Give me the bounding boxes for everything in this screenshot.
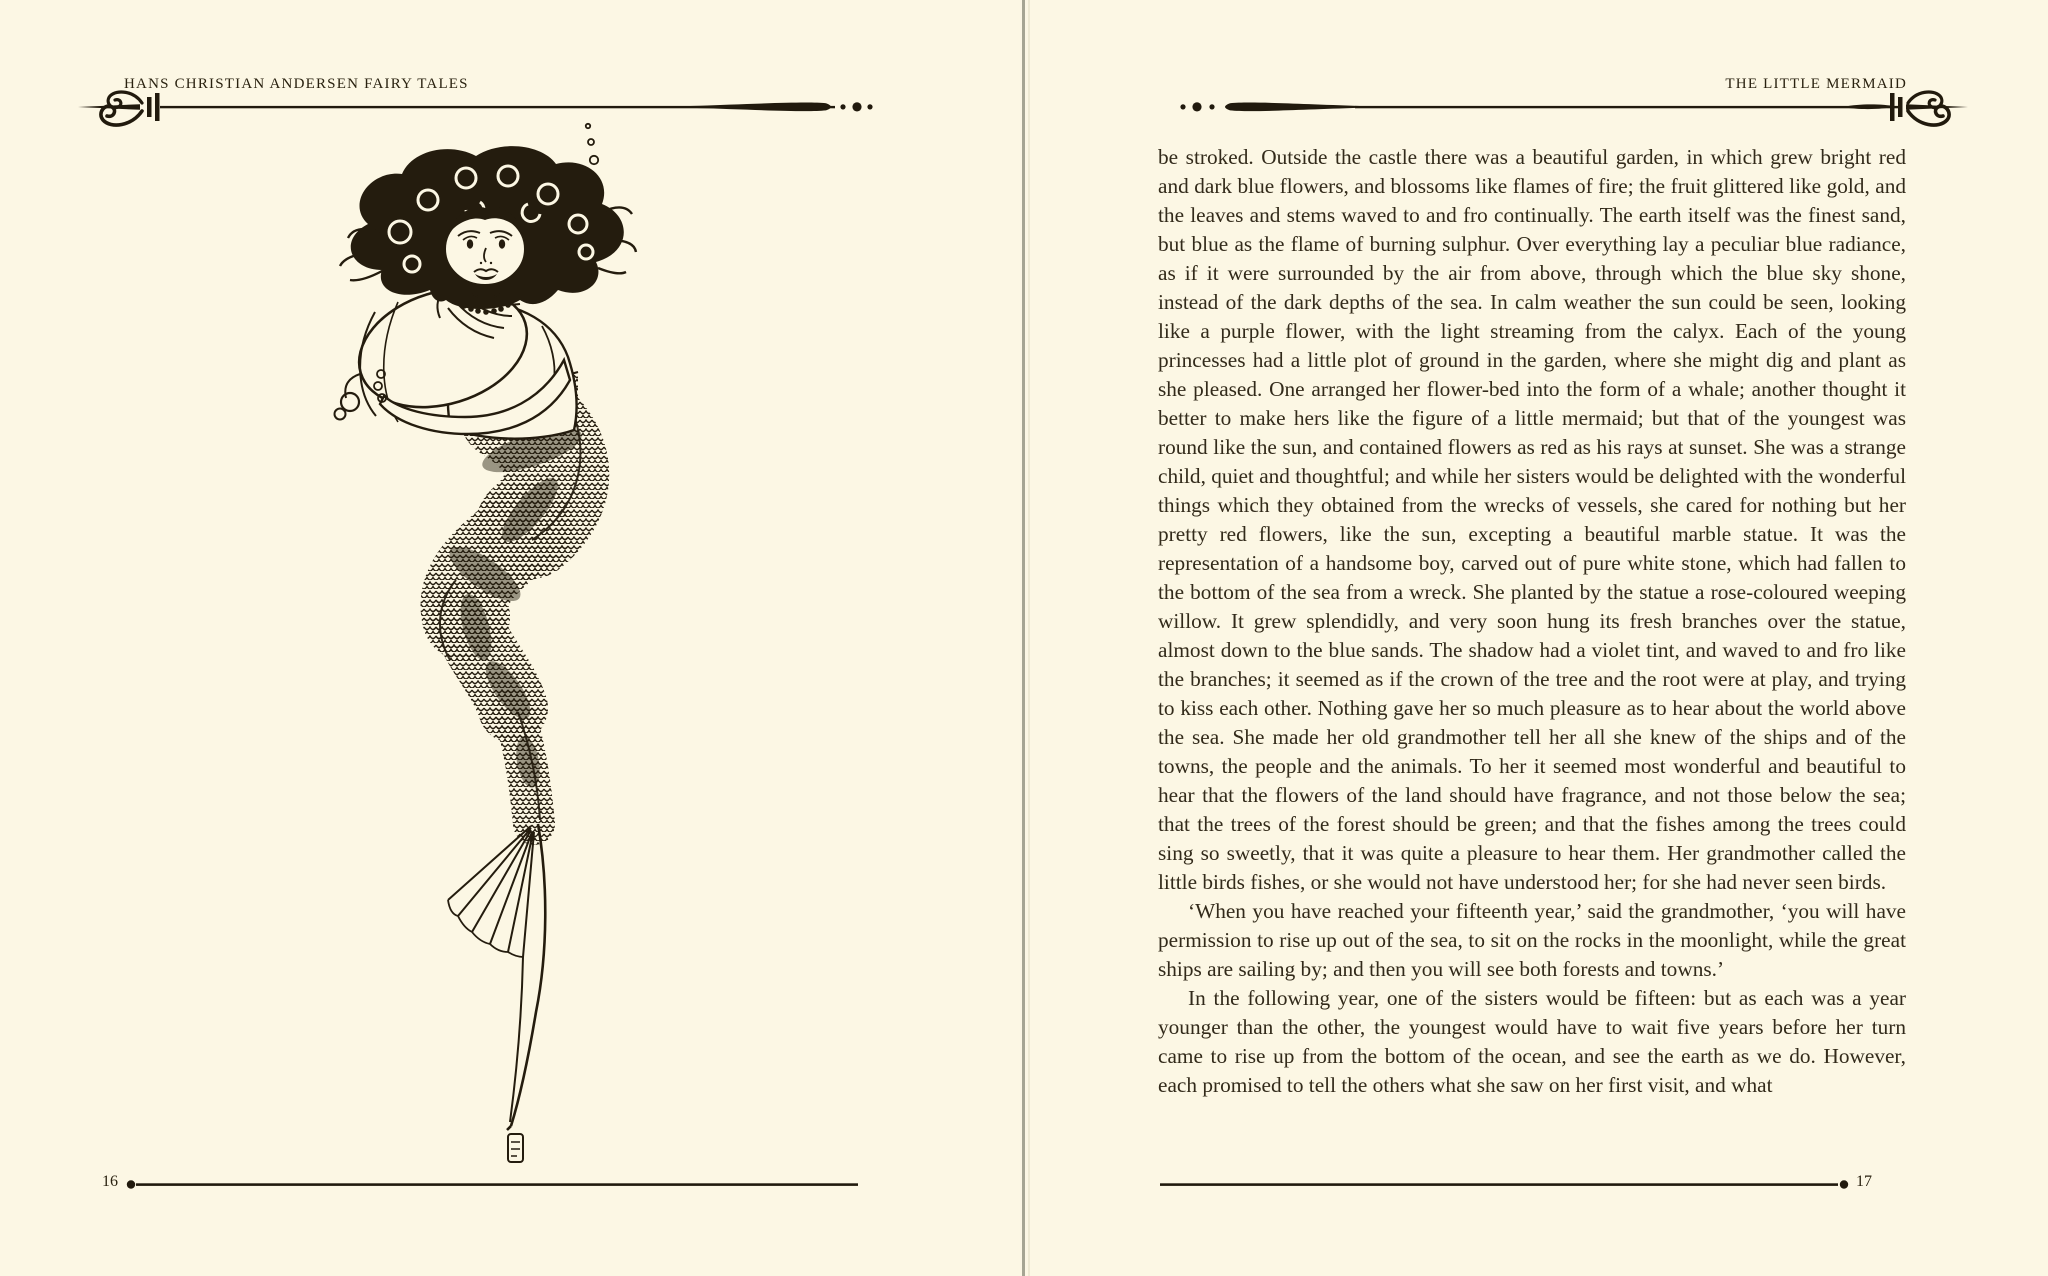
body-paragraph: ‘When you have reached your fifteenth year,’ said the grandmother, ‘you will have permission to rise up out of the sea, to sit on the rocks in the moonlight, while the great ships are sailing by; and then you will see both forests and towns.’ — [1158, 899, 1906, 981]
left-running-head: HANS CHRISTIAN ANDERSEN FAIRY TALES — [124, 76, 469, 92]
body-text-column — [1158, 143, 1906, 1100]
body-paragraph: In the following year, one of the sisters would be fifteen: but as each was a year younger than the other, the youngest would have to wait five years before her turn came to rise up from the bottom of the ocean, and see the earth as we do. However, each promised to tell the others what she saw on her first visit, and what — [1158, 986, 1906, 1097]
artist-monogram — [508, 1134, 523, 1162]
right-running-head: THE LITTLE MERMAID — [1725, 76, 1907, 92]
tail-fin — [448, 824, 545, 1130]
body-paragraph: be stroked. Outside the castle there was a beautiful garden, in which grew bright red and dark blue flowers, and blossoms like flames of fire; the fruit glittered like gold, and the leaves and stems waved to and fro continually. The earth itself was the finest sand, but blue as the flame of burning sulphur. Over everything lay a peculiar blue radiance, as if it were surrounded by the air from above, through which the blue sky shone, instead of the dark depths of the sea. In calm weather the sun could be seen, looking like a purple flower, with the light streaming from the calyx. Each of the young princesses had a little plot of ground in the garden, where she might dig and plant as she pleased. One arranged her flower-bed into the form of a whale; another thought it better to make hers like the figure of a little mermaid; but that of the youngest was round like the sun, and contained flowers as red as his rays at sunset. She was a strange child, quiet and thoughtful; and while her sisters would be delighted with the wonderful things which they obtained from the wrecks of vessels, she cared for nothing but her pretty red flowers, like the sun, excepting a beautiful marble statue. It was the representation of a handsome boy, carved out of pure white stone, which had fallen to the bottom of the sea from a wreck. She planted by the statue a rose-coloured weeping willow. It grew splendidly, and very soon hung its fresh branches over the statue, almost down to the blue sands. The shadow had a violet tint, and waved to and fro like the branches; it seemed as if the crown of the tree and the root were at play, and trying to kiss each other. Nothing gave her so much pleasure as to hear about the world above the sea. She made her old grandmother tell her all she knew of the ships and of the towns, the people and the animals. To her it seemed most wonderful and beautiful to hear that the flowers of the land should have fragrance, and not those below the sea; that the trees of the forest should be green; and that the fishes among the trees could sing so sweetly, that it was quite a pleasure to hear them. Her grandmother called the little birds fishes, or she would not have understood her; for she had never seen birds. — [1158, 145, 1906, 894]
bubbles-icon — [586, 124, 598, 164]
right-footer-rule — [1160, 1180, 1848, 1188]
left-page-number: 16 — [102, 1173, 118, 1190]
right-page-number: 17 — [1856, 1173, 1872, 1190]
page-gutter-divider — [1022, 0, 1025, 1276]
page-gutter-highlight — [1028, 0, 1030, 1276]
mermaid-illustration — [280, 112, 680, 1197]
right-header-rule-ornament — [1180, 92, 1968, 125]
